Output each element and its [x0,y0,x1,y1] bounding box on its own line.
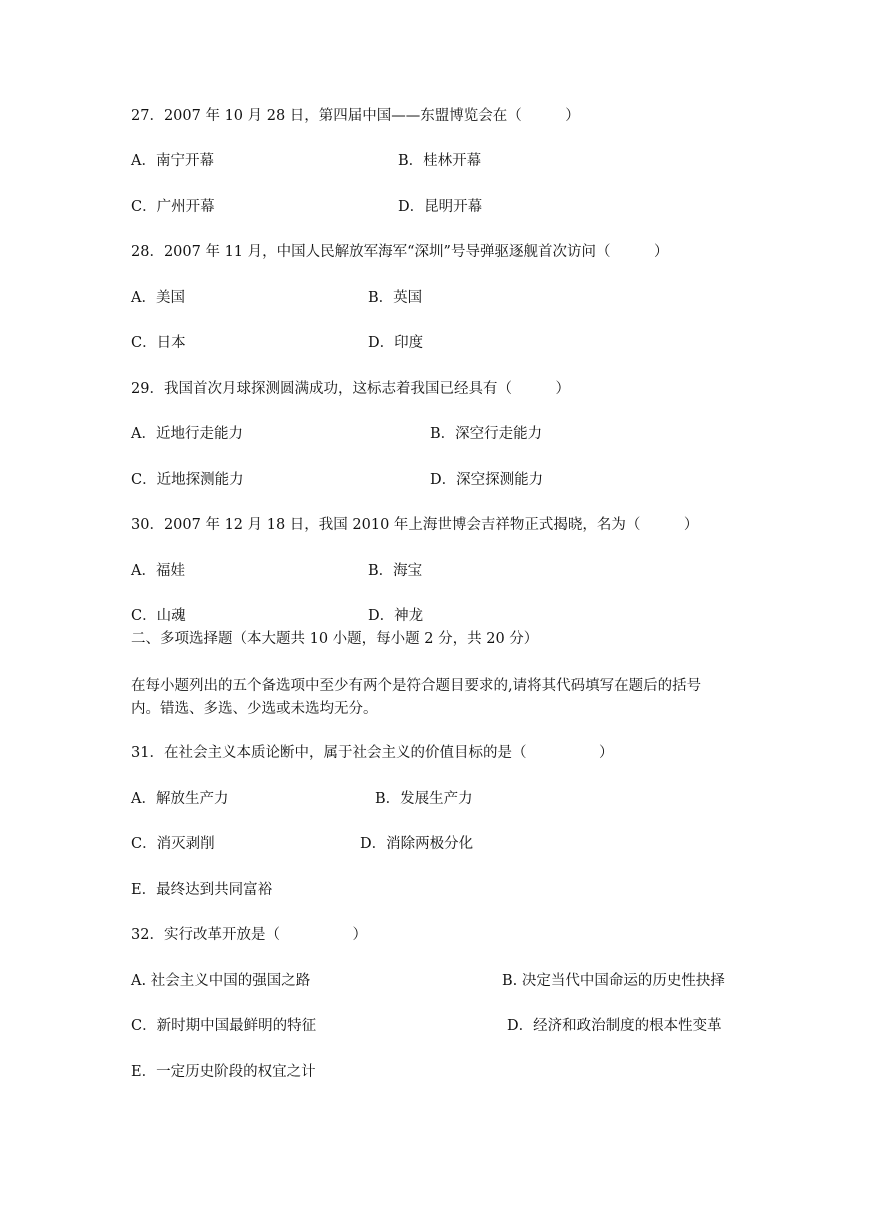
question-32-stem: 32．实行改革开放是（ ） [131,927,367,943]
question-28-option-b: B．英国 [368,290,423,306]
question-28-stem: 28．2007 年 11 月，中国人民解放军海军“深圳”号导弹驱逐舰首次访问（ ） [131,244,669,260]
question-29-stem: 29．我国首次月球探测圆满成功，这标志着我国已经具有（ ） [131,381,570,397]
question-29-option-c: C．近地探测能力 [131,472,244,488]
question-32-option-e: E．一定历史阶段的权宜之计 [131,1064,316,1080]
question-28-option-c: C．日本 [131,335,186,351]
question-31-option-c: C．消灭剥削 [131,836,215,852]
question-27-option-c: C．广州开幕 [131,199,215,215]
question-31-option-b: B．发展生产力 [375,791,473,807]
question-32-option-b: B. 决定当代中国命运的历史性抉择 [502,973,725,989]
section-instruction-line-1: 在每小题列出的五个备选项中至少有两个是符合题目要求的,请将其代码填写在题后的括号 [131,678,702,694]
section-instruction-line-2: 内。错选、多选、少选或未选均无分。 [131,701,378,717]
question-30-option-b: B．海宝 [368,563,423,579]
question-30-option-d: D．神龙 [368,608,424,624]
section-heading: 二、多项选择题（本大题共 10 小题，每小题 2 分，共 20 分） [131,631,539,647]
question-31-stem: 31．在社会主义本质论断中，属于社会主义的价值目标的是（ ） [131,745,614,761]
question-29-option-a: A．近地行走能力 [131,426,243,442]
question-27-option-a: A．南宁开幕 [131,153,214,169]
question-31-option-d: D．消除两极分化 [360,836,474,852]
question-28-option-a: A．美国 [131,290,185,306]
question-31-option-e: E．最终达到共同富裕 [131,882,273,898]
question-27-option-d: D．昆明开幕 [398,199,483,215]
question-32-option-d: D．经济和政治制度的根本性变革 [507,1018,722,1034]
question-30-option-c: C．山魂 [131,608,186,624]
question-27-option-b: B．桂林开幕 [398,153,482,169]
question-32-option-a: A. 社会主义中国的强国之路 [131,973,311,989]
question-30-stem: 30．2007 年 12 月 18 日，我国 2010 年上海世博会吉祥物正式揭晓，名为（ ） [131,517,699,533]
question-29-option-b: B．深空行走能力 [430,426,543,442]
question-27-stem: 27．2007 年 10 月 28 日，第四届中国——东盟博览会在（ ） [131,108,580,124]
question-32-option-c: C．新时期中国最鲜明的特征 [131,1018,317,1034]
question-29-option-d: D．深空探测能力 [430,472,544,488]
question-28-option-d: D．印度 [368,335,424,351]
question-31-option-a: A．解放生产力 [131,791,229,807]
question-30-option-a: A．福娃 [131,563,185,579]
